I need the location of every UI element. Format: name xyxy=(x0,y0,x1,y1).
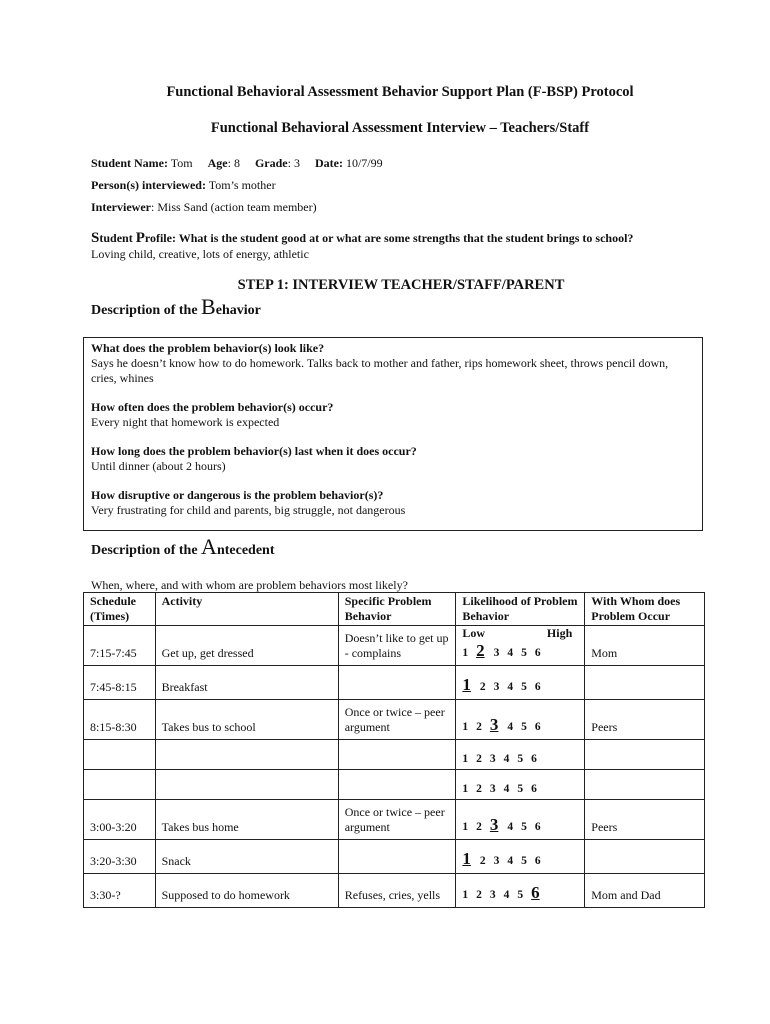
scale-number: 4 xyxy=(507,721,514,733)
scale-number: 3 xyxy=(493,647,500,659)
activity-cell xyxy=(155,770,338,800)
table-row xyxy=(84,874,705,908)
grade-value: : 3 xyxy=(287,156,300,170)
grade-label: Grade xyxy=(254,156,288,170)
behavior-question: What does the problem behavior(s) look like? xyxy=(91,341,325,355)
schedule-time-cell: 8:15-8:30 xyxy=(84,700,156,740)
scale-number: 1 xyxy=(462,889,469,901)
likelihood-scale xyxy=(462,815,578,839)
scale-number: 6 xyxy=(531,753,537,765)
behavior-answer: Every night that homework is expected xyxy=(91,415,280,429)
column-header-with-whom: With Whom does Problem Occur xyxy=(585,593,705,626)
table-row xyxy=(84,840,705,874)
schedule-time-cell: 3:00-3:20 xyxy=(84,800,156,840)
scale-number: 3 xyxy=(489,753,496,765)
table-row xyxy=(84,770,705,800)
scale-number: 6 xyxy=(531,783,537,795)
selected-scale-number: 1 xyxy=(462,675,471,694)
likelihood-cell xyxy=(456,800,585,840)
scale-number: 4 xyxy=(503,753,510,765)
likelihood-cell xyxy=(456,626,585,666)
schedule-time-cell: 3:20-3:30 xyxy=(84,840,156,874)
antecedent-prompt: When, where, and with whom are problem behaviors most likely? xyxy=(91,578,408,592)
low-label: Low xyxy=(462,626,486,640)
behavior-description-box xyxy=(83,337,703,531)
antecedent-schedule-table xyxy=(83,592,705,908)
scale-number: 6 xyxy=(534,681,541,693)
column-header-activity: Activity xyxy=(155,593,338,626)
with-whom-cell: Peers xyxy=(585,700,705,740)
scale-number: 4 xyxy=(507,855,514,867)
schedule-time-cell xyxy=(84,740,156,770)
scale-number: 5 xyxy=(521,647,527,659)
activity-cell: Get up, get dressed xyxy=(155,626,338,666)
scale-number: 5 xyxy=(521,821,527,833)
document-subtitle: Functional Behavioral Assessment Interview – Teachers/Staff xyxy=(210,120,590,136)
schedule-time-cell xyxy=(84,770,156,800)
activity-cell: Snack xyxy=(155,840,338,874)
scale-number: 4 xyxy=(507,681,514,693)
behavior-question: How often does the problem behavior(s) occur? xyxy=(91,400,334,414)
schedule-time-cell: 3:30-? xyxy=(84,874,156,908)
selected-scale-number: 1 xyxy=(462,849,471,868)
interviewer-value: : Miss Sand (action team member) xyxy=(150,200,317,214)
behavior-cell xyxy=(338,840,456,874)
scale-number: 2 xyxy=(476,721,482,733)
likelihood-scale xyxy=(462,715,578,739)
table-row xyxy=(84,800,705,840)
behavior-question: How long does the problem behavior(s) last when it does occur? xyxy=(91,444,417,458)
low-high-labels xyxy=(462,626,578,641)
student-name-label: Student Name: xyxy=(91,156,168,170)
column-header-schedule: Schedule (Times) xyxy=(84,593,156,626)
likelihood-scale xyxy=(462,883,578,907)
scale-number: 5 xyxy=(517,783,524,795)
date-label: Date: xyxy=(314,156,343,170)
selected-scale-number: 3 xyxy=(489,815,499,834)
document-title: Functional Behavioral Assessment Behavior Support Plan (F-BSP) Protocol xyxy=(166,84,634,100)
table-header-row xyxy=(84,593,705,626)
column-header-likelihood: Likelihood of Problem Behavior xyxy=(456,593,585,626)
age-value: : 8 xyxy=(227,156,240,170)
scale-number: 6 xyxy=(534,821,541,833)
behavior-cell: Refuses, cries, yells xyxy=(338,874,456,908)
activity-cell: Takes bus to school xyxy=(155,700,338,740)
scale-number: 2 xyxy=(476,783,482,795)
scale-number: 5 xyxy=(521,721,527,733)
scale-number: 6 xyxy=(534,855,541,867)
likelihood-scale xyxy=(462,641,578,665)
scale-number: 1 xyxy=(462,753,469,765)
student-info-line xyxy=(91,156,383,171)
schedule-time-cell: 7:15-7:45 xyxy=(84,626,156,666)
scale-number: 2 xyxy=(479,681,486,693)
selected-scale-number: 3 xyxy=(489,715,499,734)
with-whom-cell: Mom xyxy=(585,626,705,666)
scale-number: 4 xyxy=(507,821,514,833)
scale-number: 2 xyxy=(476,753,482,765)
behavior-cell: Once or twice – peer argument xyxy=(338,800,456,840)
scale-number: 3 xyxy=(489,783,496,795)
high-label: High xyxy=(546,626,573,640)
behavior-cell: Doesn’t like to get up - complains xyxy=(338,626,456,666)
interviewed-label: Person(s) interviewed: xyxy=(91,178,206,192)
activity-cell xyxy=(155,740,338,770)
behavior-answer: Until dinner (about 2 hours) xyxy=(91,459,226,473)
selected-scale-number: 6 xyxy=(531,883,540,902)
likelihood-scale xyxy=(462,753,578,769)
behavior-cell xyxy=(338,740,456,770)
table-row xyxy=(84,700,705,740)
scale-number: 2 xyxy=(476,889,482,901)
scale-number: 5 xyxy=(521,855,527,867)
date-value: 10/7/99 xyxy=(345,156,383,170)
with-whom-cell: Peers xyxy=(585,800,705,840)
likelihood-cell xyxy=(456,666,585,700)
likelihood-cell xyxy=(456,700,585,740)
scale-number: 2 xyxy=(479,855,486,867)
student-profile-question: Student Profile: What is the student good at or what are some strengths that the student brings to school? xyxy=(91,230,634,246)
age-label: Age xyxy=(207,156,228,170)
scale-number: 6 xyxy=(534,647,541,659)
scale-number: 3 xyxy=(493,681,500,693)
activity-cell: Takes bus home xyxy=(155,800,338,840)
table-row xyxy=(84,666,705,700)
scale-number: 2 xyxy=(476,821,482,833)
with-whom-cell xyxy=(585,840,705,874)
table-row xyxy=(84,740,705,770)
activity-cell: Breakfast xyxy=(155,666,338,700)
behavior-cell xyxy=(338,770,456,800)
interviewer-label: Interviewer xyxy=(91,200,151,214)
likelihood-cell xyxy=(456,840,585,874)
likelihood-cell xyxy=(456,770,585,800)
selected-scale-number: 2 xyxy=(476,641,485,660)
scale-number: 1 xyxy=(462,647,469,659)
scale-number: 1 xyxy=(462,721,469,733)
student-name: Tom xyxy=(170,156,193,170)
schedule-time-cell: 7:45-8:15 xyxy=(84,666,156,700)
interviewed-line xyxy=(91,178,276,193)
scale-number: 3 xyxy=(489,889,496,901)
scale-number: 5 xyxy=(517,753,524,765)
step-heading: STEP 1: INTERVIEW TEACHER/STAFF/PARENT xyxy=(237,277,565,293)
column-header-behavior: Specific Problem Behavior xyxy=(338,593,456,626)
interviewer-line xyxy=(91,200,317,215)
scale-number: 5 xyxy=(521,681,527,693)
likelihood-cell xyxy=(456,740,585,770)
behavior-cell: Once or twice – peer argument xyxy=(338,700,456,740)
scale-number: 5 xyxy=(517,889,524,901)
table-row xyxy=(84,626,705,666)
behavior-cell xyxy=(338,666,456,700)
student-profile-answer: Loving child, creative, lots of energy, athletic xyxy=(91,247,309,261)
scale-number: 6 xyxy=(534,721,541,733)
behavior-section-heading: Description of the Behavior xyxy=(91,294,261,319)
scale-number: 1 xyxy=(462,783,469,795)
with-whom-cell xyxy=(585,770,705,800)
behavior-answer: Says he doesn’t know how to do homework. Talks back to mother and father, rips homework sheet, throws pencil down, cries, whines xyxy=(91,356,669,385)
scale-number: 4 xyxy=(503,889,510,901)
activity-cell: Supposed to do homework xyxy=(155,874,338,908)
scale-number: 3 xyxy=(493,855,500,867)
scale-number: 4 xyxy=(503,783,510,795)
with-whom-cell xyxy=(585,740,705,770)
behavior-answer: Very frustrating for child and parents, big struggle, not dangerous xyxy=(91,503,406,517)
scale-number: 4 xyxy=(507,647,514,659)
interviewed-value: Tom’s mother xyxy=(208,178,276,192)
likelihood-scale xyxy=(462,675,578,699)
behavior-question: How disruptive or dangerous is the problem behavior(s)? xyxy=(91,488,384,502)
likelihood-scale xyxy=(462,849,578,873)
likelihood-cell xyxy=(456,874,585,908)
likelihood-scale xyxy=(462,783,578,799)
scale-number: 1 xyxy=(462,821,469,833)
with-whom-cell: Mom and Dad xyxy=(585,874,705,908)
with-whom-cell xyxy=(585,666,705,700)
antecedent-section-heading: Description of the Antecedent xyxy=(91,534,275,559)
